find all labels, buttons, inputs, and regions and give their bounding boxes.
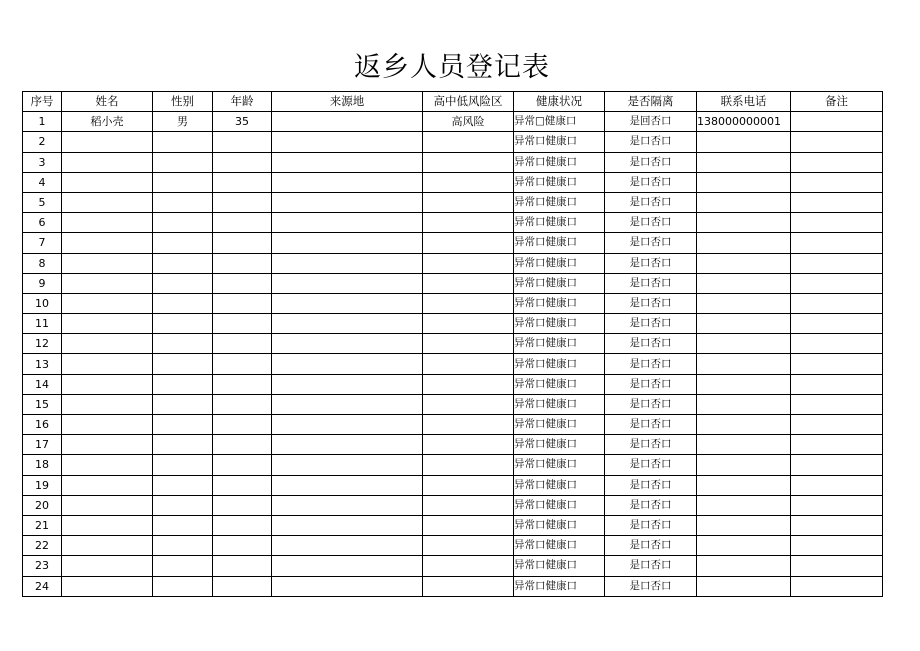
header-cell-age: 年龄 — [213, 92, 272, 112]
table-row — [23, 233, 883, 253]
cell-phone — [697, 415, 791, 435]
cell-phone — [697, 536, 791, 556]
cell-risk — [423, 314, 514, 334]
cell-isolation: 是口否口 — [605, 192, 697, 212]
cell-phone — [697, 475, 791, 495]
cell-phone — [697, 374, 791, 394]
cell-source — [272, 314, 423, 334]
cell-no: 13 — [23, 354, 62, 374]
header-row — [23, 92, 883, 112]
cell-health: 异常口健康口 — [514, 192, 605, 212]
cell-risk — [423, 172, 514, 192]
cell-name — [62, 354, 153, 374]
cell-isolation: 是口否口 — [605, 273, 697, 293]
cell-risk — [423, 515, 514, 535]
cell-source — [272, 172, 423, 192]
cell-name — [62, 152, 153, 172]
cell-source — [272, 293, 423, 313]
cell-name: 稻小壳 — [62, 112, 153, 132]
cell-risk — [423, 293, 514, 313]
cell-note — [791, 455, 883, 475]
cell-risk — [423, 192, 514, 212]
cell-health: 异常口健康口 — [514, 172, 605, 192]
cell-phone — [697, 253, 791, 273]
cell-sex — [153, 293, 213, 313]
registration-table — [22, 91, 883, 597]
cell-note — [791, 253, 883, 273]
table-row — [23, 515, 883, 535]
cell-isolation: 是口否口 — [605, 394, 697, 414]
cell-isolation: 是口否口 — [605, 334, 697, 354]
cell-risk — [423, 495, 514, 515]
cell-health: 异常口健康口 — [514, 152, 605, 172]
cell-health: 异常口健康口 — [514, 334, 605, 354]
cell-phone — [697, 495, 791, 515]
cell-name — [62, 495, 153, 515]
cell-note — [791, 475, 883, 495]
cell-name — [62, 576, 153, 596]
cell-health: 异常口健康口 — [514, 213, 605, 233]
cell-health: 异常口健康口 — [514, 576, 605, 596]
cell-no: 23 — [23, 556, 62, 576]
cell-risk — [423, 576, 514, 596]
cell-sex — [153, 354, 213, 374]
cell-health: 异常口健康口 — [514, 233, 605, 253]
cell-note — [791, 576, 883, 596]
cell-sex — [153, 475, 213, 495]
cell-name — [62, 394, 153, 414]
cell-note — [791, 152, 883, 172]
cell-risk — [423, 435, 514, 455]
cell-sex: 男 — [153, 112, 213, 132]
cell-sex — [153, 172, 213, 192]
cell-isolation: 是口否口 — [605, 556, 697, 576]
cell-phone — [697, 394, 791, 414]
table-row — [23, 354, 883, 374]
cell-isolation: 是口否口 — [605, 152, 697, 172]
cell-sex — [153, 152, 213, 172]
table-row — [23, 132, 883, 152]
cell-age — [213, 213, 272, 233]
header-cell-name: 姓名 — [62, 92, 153, 112]
cell-note — [791, 293, 883, 313]
cell-health: 异常口健康口 — [514, 253, 605, 273]
cell-source — [272, 576, 423, 596]
cell-phone — [697, 435, 791, 455]
cell-phone — [697, 132, 791, 152]
cell-sex — [153, 515, 213, 535]
cell-phone: 138000000001 — [697, 112, 791, 132]
cell-source — [272, 415, 423, 435]
table-row — [23, 314, 883, 334]
cell-no: 16 — [23, 415, 62, 435]
cell-sex — [153, 233, 213, 253]
cell-no: 15 — [23, 394, 62, 414]
cell-sex — [153, 192, 213, 212]
table-row — [23, 213, 883, 233]
cell-age — [213, 515, 272, 535]
cell-source — [272, 394, 423, 414]
cell-name — [62, 515, 153, 535]
cell-health: 异常口健康口 — [514, 455, 605, 475]
table-row — [23, 394, 883, 414]
cell-sex — [153, 253, 213, 273]
cell-sex — [153, 394, 213, 414]
cell-risk — [423, 475, 514, 495]
cell-source — [272, 152, 423, 172]
cell-phone — [697, 314, 791, 334]
cell-phone — [697, 273, 791, 293]
cell-note — [791, 394, 883, 414]
cell-sex — [153, 132, 213, 152]
cell-name — [62, 293, 153, 313]
table-row — [23, 253, 883, 273]
cell-isolation: 是口否口 — [605, 293, 697, 313]
cell-risk — [423, 354, 514, 374]
cell-health: 异常口健康口 — [514, 515, 605, 535]
table-row — [23, 435, 883, 455]
cell-sex — [153, 455, 213, 475]
cell-sex — [153, 576, 213, 596]
cell-name — [62, 536, 153, 556]
cell-name — [62, 233, 153, 253]
cell-note — [791, 132, 883, 152]
cell-age — [213, 152, 272, 172]
cell-age — [213, 556, 272, 576]
cell-name — [62, 132, 153, 152]
cell-name — [62, 374, 153, 394]
cell-name — [62, 213, 153, 233]
cell-sex — [153, 334, 213, 354]
cell-risk — [423, 455, 514, 475]
cell-note — [791, 112, 883, 132]
cell-risk — [423, 253, 514, 273]
header-cell-phone: 联系电话 — [697, 92, 791, 112]
cell-note — [791, 495, 883, 515]
header-cell-no: 序号 — [23, 92, 62, 112]
header-cell-sex: 性别 — [153, 92, 213, 112]
cell-age — [213, 273, 272, 293]
cell-risk — [423, 213, 514, 233]
cell-health: 异常口健康口 — [514, 556, 605, 576]
cell-source — [272, 515, 423, 535]
cell-isolation: 是口否口 — [605, 435, 697, 455]
cell-name — [62, 253, 153, 273]
cell-health: 异常口健康口 — [514, 354, 605, 374]
cell-no: 18 — [23, 455, 62, 475]
cell-name — [62, 172, 153, 192]
cell-age — [213, 293, 272, 313]
table-row — [23, 334, 883, 354]
cell-no: 22 — [23, 536, 62, 556]
table-row — [23, 415, 883, 435]
cell-sex — [153, 415, 213, 435]
cell-isolation: 是口否口 — [605, 475, 697, 495]
cell-sex — [153, 495, 213, 515]
cell-health: 异常口健康口 — [514, 293, 605, 313]
cell-source — [272, 435, 423, 455]
cell-no: 17 — [23, 435, 62, 455]
cell-age — [213, 576, 272, 596]
cell-isolation: 是口否口 — [605, 233, 697, 253]
cell-name — [62, 556, 153, 576]
table-body — [23, 112, 883, 597]
table-row — [23, 273, 883, 293]
cell-source — [272, 455, 423, 475]
cell-risk — [423, 374, 514, 394]
cell-note — [791, 314, 883, 334]
cell-phone — [697, 192, 791, 212]
cell-no: 8 — [23, 253, 62, 273]
header-cell-health: 健康状况 — [514, 92, 605, 112]
cell-sex — [153, 435, 213, 455]
cell-age — [213, 475, 272, 495]
cell-phone — [697, 556, 791, 576]
cell-age — [213, 536, 272, 556]
cell-no: 10 — [23, 293, 62, 313]
cell-no: 6 — [23, 213, 62, 233]
cell-isolation: 是口否口 — [605, 132, 697, 152]
cell-isolation: 是口否口 — [605, 455, 697, 475]
cell-isolation: 是口否口 — [605, 314, 697, 334]
cell-isolation: 是口否口 — [605, 354, 697, 374]
cell-no: 12 — [23, 334, 62, 354]
cell-sex — [153, 556, 213, 576]
cell-age — [213, 354, 272, 374]
cell-isolation: 是口否口 — [605, 495, 697, 515]
cell-age — [213, 415, 272, 435]
table-row — [23, 293, 883, 313]
cell-note — [791, 334, 883, 354]
table-row — [23, 576, 883, 596]
cell-health: 异常口健康口 — [514, 475, 605, 495]
cell-risk — [423, 273, 514, 293]
cell-name — [62, 415, 153, 435]
table-row — [23, 455, 883, 475]
cell-phone — [697, 354, 791, 374]
cell-source — [272, 334, 423, 354]
cell-source — [272, 495, 423, 515]
cell-source — [272, 233, 423, 253]
table-row — [23, 475, 883, 495]
cell-age — [213, 374, 272, 394]
cell-health: 异常口健康口 — [514, 495, 605, 515]
cell-no: 24 — [23, 576, 62, 596]
cell-no: 20 — [23, 495, 62, 515]
cell-name — [62, 435, 153, 455]
cell-note — [791, 213, 883, 233]
cell-sex — [153, 374, 213, 394]
table-row — [23, 112, 883, 132]
page-title: 返乡人员登记表 — [354, 52, 550, 83]
cell-risk — [423, 394, 514, 414]
header-cell-risk: 高中低风险区 — [423, 92, 514, 112]
cell-no: 11 — [23, 314, 62, 334]
cell-no: 1 — [23, 112, 62, 132]
cell-health: 异常口健康口 — [514, 132, 605, 152]
cell-phone — [697, 455, 791, 475]
cell-source — [272, 354, 423, 374]
cell-name — [62, 334, 153, 354]
cell-note — [791, 354, 883, 374]
cell-phone — [697, 515, 791, 535]
cell-isolation: 是口否口 — [605, 253, 697, 273]
cell-isolation: 是口否口 — [605, 515, 697, 535]
cell-sex — [153, 314, 213, 334]
cell-health: 异常口健康口 — [514, 374, 605, 394]
cell-phone — [697, 213, 791, 233]
cell-phone — [697, 233, 791, 253]
cell-source — [272, 192, 423, 212]
header-cell-source: 来源地 — [272, 92, 423, 112]
cell-isolation: 是口否口 — [605, 576, 697, 596]
cell-age — [213, 334, 272, 354]
cell-phone — [697, 293, 791, 313]
cell-age — [213, 495, 272, 515]
cell-age — [213, 192, 272, 212]
cell-name — [62, 455, 153, 475]
cell-source — [272, 112, 423, 132]
cell-phone — [697, 576, 791, 596]
cell-isolation: 是回否口 — [605, 112, 697, 132]
cell-note — [791, 536, 883, 556]
header-cell-isolation: 是否隔离 — [605, 92, 697, 112]
cell-health: 异常口健康口 — [514, 273, 605, 293]
table-row — [23, 172, 883, 192]
cell-note — [791, 556, 883, 576]
cell-health: 异常口健康口 — [514, 415, 605, 435]
cell-age — [213, 314, 272, 334]
cell-source — [272, 132, 423, 152]
cell-isolation: 是口否口 — [605, 374, 697, 394]
cell-isolation: 是口否口 — [605, 536, 697, 556]
table-row — [23, 374, 883, 394]
table-row — [23, 192, 883, 212]
cell-age — [213, 455, 272, 475]
cell-risk — [423, 152, 514, 172]
cell-health: 异常口健康口 — [514, 394, 605, 414]
cell-note — [791, 435, 883, 455]
cell-risk — [423, 536, 514, 556]
cell-no: 3 — [23, 152, 62, 172]
cell-no: 5 — [23, 192, 62, 212]
cell-source — [272, 374, 423, 394]
cell-isolation: 是口否口 — [605, 415, 697, 435]
cell-phone — [697, 172, 791, 192]
cell-no: 19 — [23, 475, 62, 495]
cell-note — [791, 192, 883, 212]
cell-source — [272, 213, 423, 233]
cell-source — [272, 536, 423, 556]
cell-no: 7 — [23, 233, 62, 253]
table-row — [23, 495, 883, 515]
cell-risk — [423, 334, 514, 354]
cell-sex — [153, 213, 213, 233]
cell-age: 35 — [213, 112, 272, 132]
cell-risk — [423, 233, 514, 253]
cell-note — [791, 515, 883, 535]
cell-age — [213, 394, 272, 414]
cell-note — [791, 273, 883, 293]
table-row — [23, 152, 883, 172]
cell-name — [62, 192, 153, 212]
cell-source — [272, 253, 423, 273]
cell-risk — [423, 556, 514, 576]
cell-sex — [153, 273, 213, 293]
cell-no: 4 — [23, 172, 62, 192]
cell-no: 2 — [23, 132, 62, 152]
header-cell-note: 备注 — [791, 92, 883, 112]
cell-risk — [423, 415, 514, 435]
cell-phone — [697, 334, 791, 354]
cell-phone — [697, 152, 791, 172]
cell-note — [791, 172, 883, 192]
table-row — [23, 556, 883, 576]
cell-risk: 高风险 — [423, 112, 514, 132]
cell-risk — [423, 132, 514, 152]
cell-health: 异常□健康口 — [514, 112, 605, 132]
cell-age — [213, 132, 272, 152]
cell-name — [62, 273, 153, 293]
cell-note — [791, 233, 883, 253]
cell-age — [213, 233, 272, 253]
cell-no: 9 — [23, 273, 62, 293]
cell-source — [272, 475, 423, 495]
cell-sex — [153, 536, 213, 556]
cell-age — [213, 172, 272, 192]
cell-no: 21 — [23, 515, 62, 535]
cell-age — [213, 435, 272, 455]
cell-source — [272, 273, 423, 293]
cell-health: 异常口健康口 — [514, 435, 605, 455]
cell-health: 异常口健康口 — [514, 314, 605, 334]
cell-note — [791, 415, 883, 435]
cell-name — [62, 475, 153, 495]
cell-no: 14 — [23, 374, 62, 394]
cell-isolation: 是口否口 — [605, 172, 697, 192]
cell-isolation: 是口否口 — [605, 213, 697, 233]
cell-age — [213, 253, 272, 273]
cell-source — [272, 556, 423, 576]
cell-health: 异常口健康口 — [514, 536, 605, 556]
cell-note — [791, 374, 883, 394]
table-row — [23, 536, 883, 556]
cell-name — [62, 314, 153, 334]
